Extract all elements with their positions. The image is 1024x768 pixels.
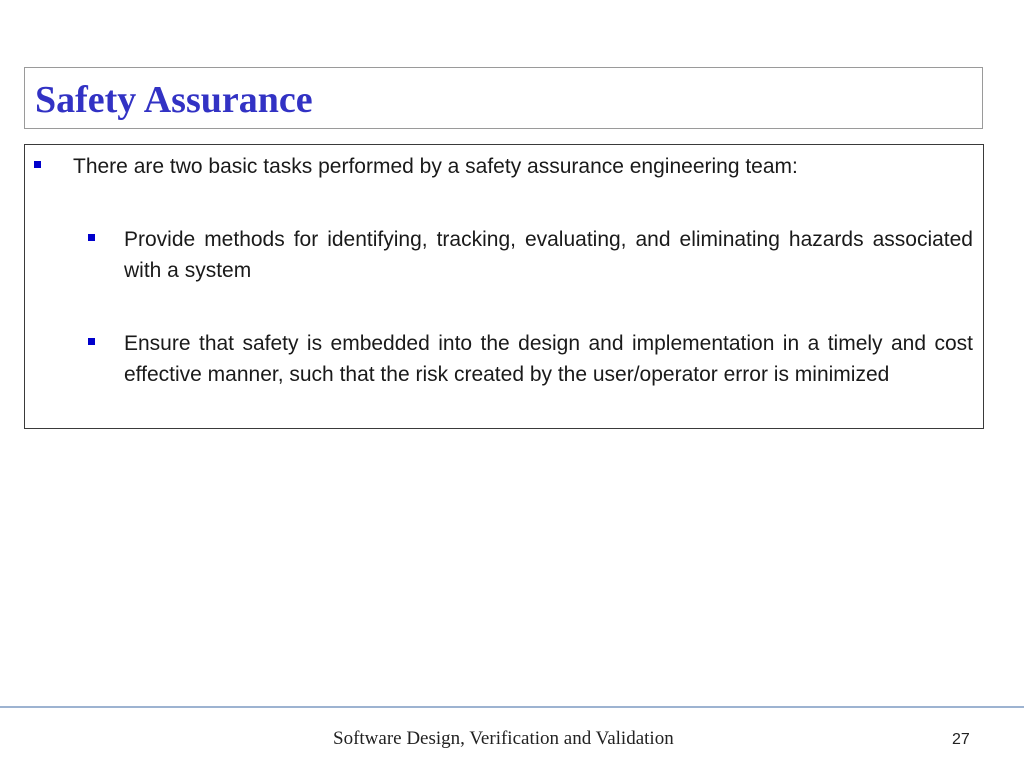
square-bullet-icon (88, 338, 95, 345)
bullet-text: There are two basic tasks performed by a safety assurance engineering team: (73, 155, 798, 178)
title-box (24, 67, 983, 129)
square-bullet-icon (88, 234, 95, 241)
footer-course-title: Software Design, Verification and Validation (333, 728, 674, 749)
sub-bullet-text: Ensure that safety is embedded into the design and implementation in a timely and cost effective manner, such that the risk created by the user/operator error is minimized (124, 332, 973, 386)
square-bullet-icon (34, 161, 41, 168)
sub-bullet-text: Provide methods for identifying, tracking, evaluating, and eliminating hazards associated with a system (124, 228, 973, 282)
footer-divider (0, 706, 1024, 708)
content-box (24, 144, 984, 429)
slide-title: Safety Assurance (35, 79, 313, 121)
page-number: 27 (952, 731, 970, 748)
